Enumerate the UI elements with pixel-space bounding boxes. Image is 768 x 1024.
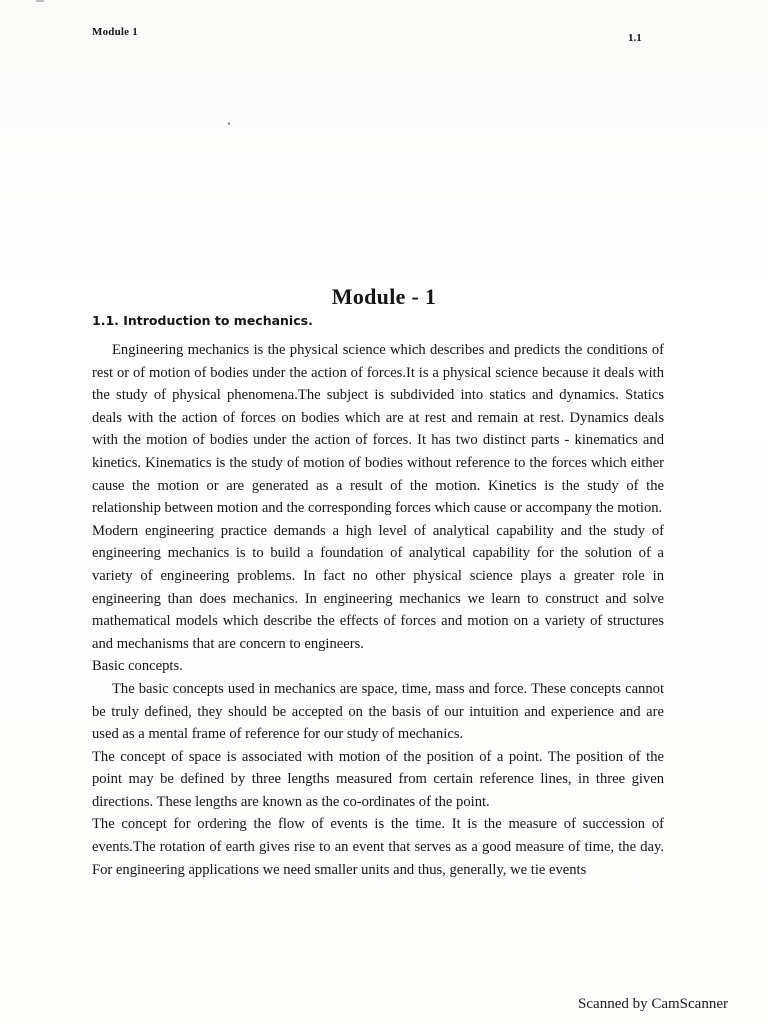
paragraph-time: The concept for ordering the flow of events is the time. It is the measure of succession of events.The rotation of earth gives rise to an event that serves as a good measure of time, the day. For engineering applications we need smaller units and thus, generally, we tie events bbox=[92, 816, 664, 878]
paragraph-basic-concepts: The basic concepts used in mechanics are space, time, mass and force. These concepts cannot be truly defined, they should be accepted on the basis of our intuition and experience and are used as a mental frame of reference for our study of mechanics. bbox=[92, 680, 664, 743]
scan-speck bbox=[228, 122, 230, 125]
module-title: Module - 1 bbox=[331, 284, 437, 309]
scanner-watermark: Scanned by CamScanner bbox=[578, 996, 728, 1012]
running-header-module: Module 1 bbox=[92, 26, 138, 38]
paragraph-engineering-mechanics: Engineering mechanics is the physical science which describes and predicts the conditions of rest or of motion of bodies under the action of forces.It is a physical science because it deals with the study of physical phenomena.The subject is subdivided into statics and dynamics. Statics deals with the action of forces on bodies which are at rest and remain at rest. Dynamics deals with the motion of bodies under the action of forces. It has two distinct parts - kinematics and kinetics. Kinematics is the study of motion of bodies without reference to the forces which either cause the motion or are generated as a result of the motion. Kinetics is the study of the relationship between motion and the corresponding forces which cause or accompany the motion. bbox=[92, 342, 664, 517]
paragraph-space: The concept of space is associated with motion of the position of a point. The position of the point may be defined by three lengths measured from certain reference lines, in three given directions. These lengths are known as the co-ordinates of the point. bbox=[92, 748, 664, 810]
subheading-basic-concepts: Basic concepts. bbox=[92, 658, 183, 675]
scan-edge-mark bbox=[36, 0, 44, 2]
paragraph-modern-engineering: Modern engineering practice demands a high level of analytical capability and the study of engineering mechanics is to build a foundation of analytical capability for the solution of a variety of engineering problems. In fact no other physical science plays a greater role in engineering than does mechanics. In engineering mechanics we learn to construct and solve mathematical models which describe the effects of forces and motion on a variety of structures and mechanisms that are concern to engineers. bbox=[92, 522, 664, 652]
running-header-page-number: 1.1 bbox=[628, 32, 642, 44]
body-text bbox=[92, 339, 664, 881]
section-heading: 1.1. Introduction to mechanics. bbox=[92, 313, 313, 328]
